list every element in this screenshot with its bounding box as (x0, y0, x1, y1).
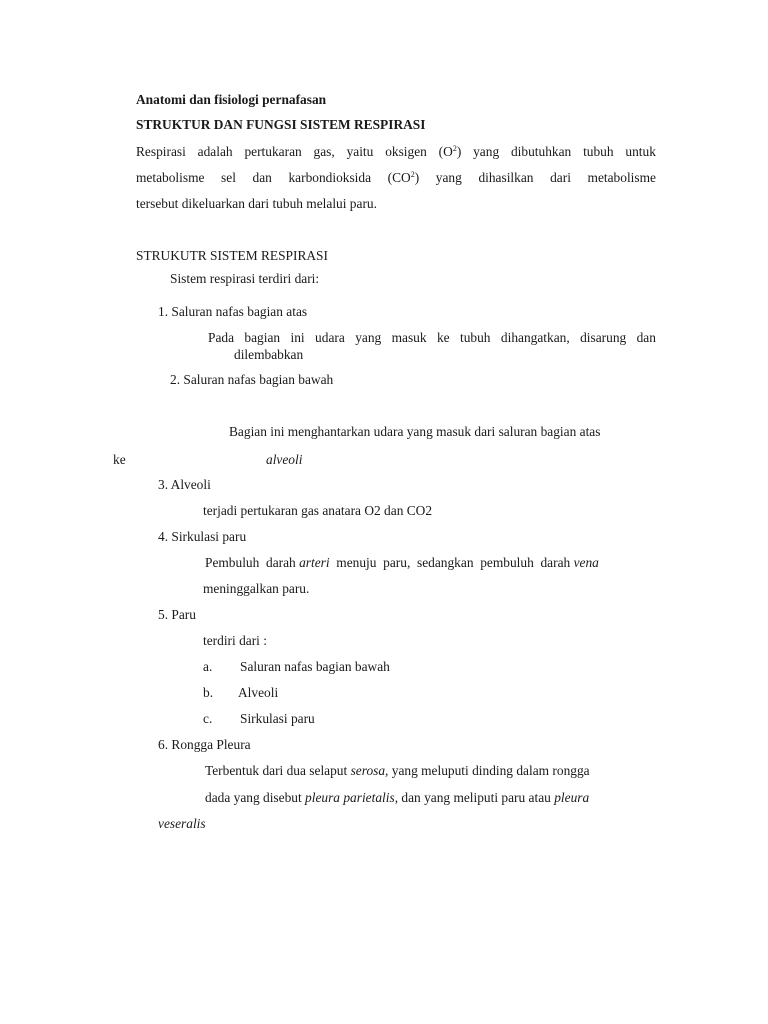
intro-line-1 (136, 144, 656, 160)
doc-title: STRUKTUR DAN FUNGSI SISTEM RESPIRASI (136, 117, 426, 132)
word: metabolisme (136, 170, 205, 185)
word: karbondioksida (288, 170, 372, 185)
word: oksigen (385, 144, 427, 159)
list-item-4-desc-line-2: meninggalkan paru. (203, 581, 310, 596)
superscript: 2 (452, 144, 457, 153)
text-run-italic: pleura parietalis (305, 790, 395, 805)
word: yang (473, 144, 500, 159)
word: tubuh (460, 330, 491, 345)
word: masuk (391, 330, 427, 345)
doc-heading: Anatomi dan fisiologi pernafasan (136, 92, 327, 107)
text-run: dada yang disebut (205, 790, 306, 805)
word: ke (436, 330, 450, 345)
word: dan (252, 170, 272, 185)
sublist-item-b-text: Alveoli (238, 685, 279, 700)
sublist-item-c-mark: c. (203, 711, 213, 726)
text-run-italic: serosa, (350, 763, 389, 778)
list-item-1-label: 1. Saluran nafas bagian atas (158, 304, 308, 319)
word: $(O^2)$ (438, 144, 462, 159)
list-item-2-desc-line-1: Bagian ini menghantarkan udara yang masuk dari saluran bagian atas (229, 424, 601, 439)
word: dihasilkan (478, 170, 534, 185)
word: dibutuhkan (510, 144, 572, 159)
text-run-italic: pleura (554, 790, 590, 805)
word: yang (355, 330, 382, 345)
section-title: STRUKUTR SISTEM RESPIRASI (136, 248, 328, 263)
list-item-5-label: 5. Paru (158, 607, 196, 622)
word: yaitu (346, 144, 374, 159)
intro-line-2 (136, 170, 656, 186)
word: yang (435, 170, 462, 185)
list-item-2-desc-alveoli: alveoli (266, 452, 303, 467)
sublist-item-a-mark: a. (203, 659, 213, 674)
text-run-italic: arteri (299, 555, 330, 570)
word: disarung (580, 330, 627, 345)
text-run: Terbentuk dari dua selaput (205, 763, 351, 778)
list-item-5-desc: terdiri dari : (203, 633, 267, 648)
word: dari (550, 170, 571, 185)
list-item-2-label: 2. Saluran nafas bagian bawah (170, 372, 334, 387)
text-run-italic: vena (573, 555, 599, 570)
list-item-1-desc-line-2: dilembabkan (234, 347, 304, 362)
text-run: menuju paru, sedangkan pembuluh darah (329, 555, 574, 570)
word: Pada (208, 330, 235, 345)
list-item-4-desc-line-1 (205, 555, 599, 571)
word: tubuh (583, 144, 614, 159)
word: bagian (244, 330, 281, 345)
section-intro: Sistem respirasi terdiri dari: (170, 271, 320, 286)
list-item-3-desc: terjadi pertukaran gas anatara O2 dan CO2 (203, 503, 433, 518)
word: metabolisme (587, 170, 656, 185)
text-run: Pembuluh darah (205, 555, 300, 570)
word: dihangatkan, (500, 330, 570, 345)
list-item-6-label: 6. Rongga Pleura (158, 737, 251, 752)
superscript: 2 (410, 170, 415, 179)
word: $(CO^2)$ (387, 170, 420, 185)
word: sel (221, 170, 236, 185)
word: gas, (313, 144, 335, 159)
word: adalah (197, 144, 233, 159)
word: pertukaran (244, 144, 302, 159)
word: untuk (625, 144, 656, 159)
list-item-6-desc-line-2 (205, 790, 589, 806)
word: dan (636, 330, 656, 345)
list-item-3-label: 3. Alveoli (158, 477, 211, 492)
sublist-item-a-text: Saluran nafas bagian bawah (240, 659, 390, 674)
list-item-2-desc-ke: ke (113, 452, 126, 467)
text-run: , dan yang meliputi paru atau (394, 790, 555, 805)
word: udara (315, 330, 345, 345)
list-item-6-desc-line-3: veseralis (158, 816, 206, 831)
sublist-item-c-text: Sirkulasi paru (240, 711, 315, 726)
list-item-4-label: 4. Sirkulasi paru (158, 529, 247, 544)
intro-line-3: tersebut dikeluarkan dari tubuh melalui paru. (136, 196, 377, 211)
word: ini (290, 330, 305, 345)
sublist-item-b-mark: b. (203, 685, 214, 700)
word: Respirasi (136, 144, 186, 159)
text-run: yang meluputi dinding dalam rongga (388, 763, 590, 778)
list-item-6-desc-line-1 (205, 763, 590, 779)
list-item-1-desc-line-1 (208, 330, 656, 346)
